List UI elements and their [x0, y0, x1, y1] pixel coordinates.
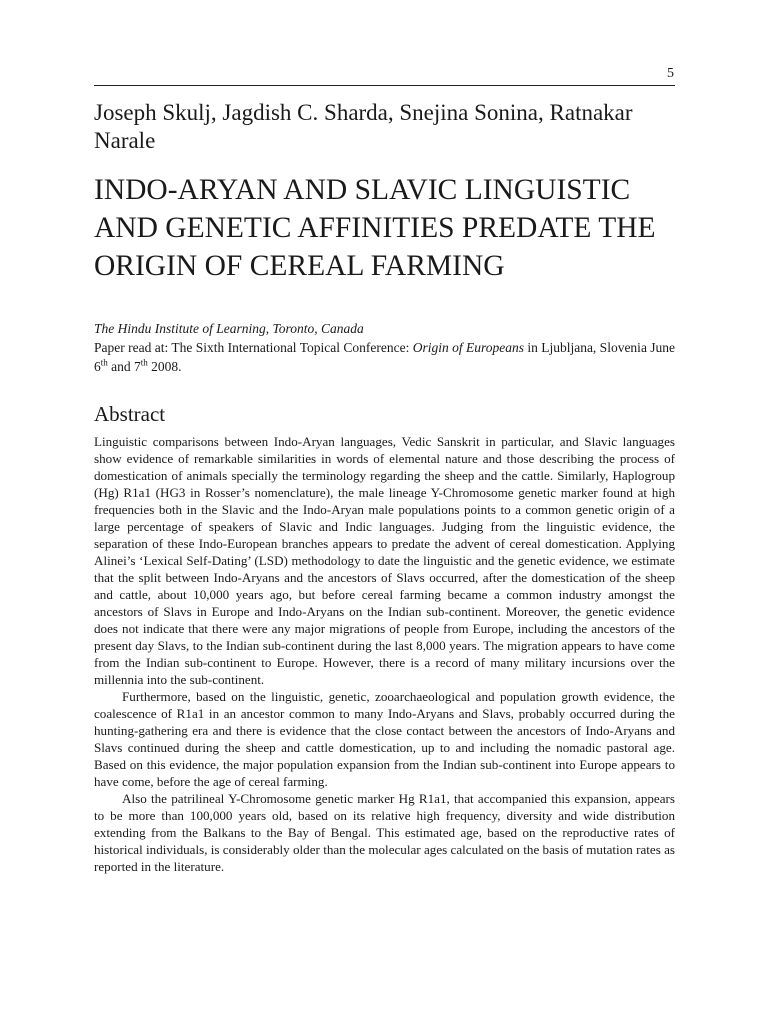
affiliation-block [94, 319, 679, 376]
date-suffix-2: th [140, 357, 148, 368]
authors: Joseph Skulj, Jagdish C. Sharda, Snejina Sonina, Ratnakar Narale [94, 100, 633, 153]
institute: The Hindu Institute of Learning, Toronto, Canada [94, 321, 364, 336]
page-number: 5 [667, 66, 674, 81]
conference-note [94, 338, 679, 376]
conference-location: in Ljubljana, Slovenia June 6 [94, 340, 676, 374]
abstract-heading: Abstract [94, 402, 166, 426]
conference-prefix: Paper read at: The Sixth International Topical Conference: [94, 340, 413, 355]
header-rule [94, 85, 675, 86]
date-suffix-1: th [100, 357, 108, 368]
conference-and: and 7 [107, 359, 141, 374]
abstract-paragraph-2: Furthermore, based on the linguistic, genetic, zooarchaeological and population growth evidence, the coalescence of R1a1 in an ancestor common to many Indo-Aryans and Slavs, probably occurred during the hunting-gathering era and there is evidence that the close contact between the ancestors of Indo-Aryans and Slavs continued during the sheep and cattle domestication, up to and including the nomadic pastoral age. Based on this evidence, the major population expansion from the Indian sub-continent into Europe appears to have come, before the age of cereal farming. [94, 688, 675, 789]
abstract-paragraph-1: Linguistic comparisons between Indo-Aryan languages, Vedic Sanskrit in particular, and Slavic languages show evidence of remarkable similarities in words of elemental nature and those describing the process of domestication of animals specially the terminology regarding the sheep and the cattle. Similarly, Haplogroup (Hg) R1a1 (HG3 in Rosser’s nomenclature), the male lineage Y-Chromosome genetic marker found at high frequencies both in the Slavic and the Indo-Aryan male populations points to a common genetic origin of a large percentage of speakers of Slavic and Indic languages. Judging from the linguistic evidence, the separation of these Indo-European branches appears to predate the advent of cereal domestication. Applying Alinei’s ‘Lexical Self-Dating’ (LSD) methodology to date the linguistic and the genetic evidence, we estimate that the split between Indo-Aryans and the ancestors of Slavs occurred, after the domestication of the sheep and cattle, about 10,000 years ago, but before cereal farming became a common industry amongst the ancestors of Slavs in Europe and Indo-Aryans on the Indian sub-continent. Moreover, the genetic evidence does not indicate that there were any major migrations of people from Europe, including the ancestors of the present day Slavs, to the Indian sub-continent during the last 8,000 years. The migration appears to have come from the Indian sub-continent to Europe. However, there is a record of many military incursions over the millennia into the sub-continent. [94, 434, 675, 687]
abstract-paragraph-3: Also the patrilineal Y-Chromosome genetic marker Hg R1a1, that accompanied this expansion, appears to be more than 100,000 years old, based on its relative high frequency, diversity and wide distribution extending from the Balkans to the Bay of Bengal. This estimated age, based on the reproductive rates of historical individuals, is considerably older than the molecular ages calculated on the basis of mutation rates as reported in the literature. [94, 790, 675, 874]
abstract-body [94, 434, 675, 876]
conference-year: 2008. [147, 359, 182, 374]
conference-name: Origin of Europeans [412, 340, 524, 355]
paper-title: INDO-ARYAN AND SLAVIC LINGUISTIC AND GENETIC AFFINITIES PREDATE THE ORIGIN OF CEREAL FARMING [94, 174, 656, 282]
